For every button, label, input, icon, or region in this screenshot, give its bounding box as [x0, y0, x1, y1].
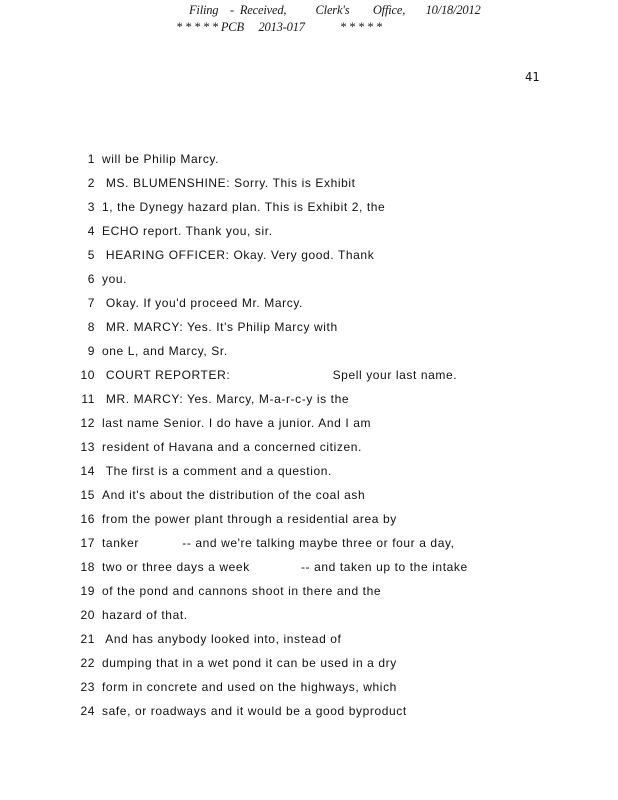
line-number: 15	[80, 488, 95, 502]
line-text: The first is a comment and a question.	[102, 464, 332, 478]
line-text: dumping that in a wet pond it can be used in a dry	[102, 656, 397, 670]
line-number: 23	[80, 680, 95, 694]
line-number: 1	[87, 152, 95, 166]
line-number: 16	[80, 512, 95, 526]
line-number: 7	[87, 296, 95, 310]
filing-stamp-line-1: Filing - Received, Clerk's Office, 10/18/2012	[189, 3, 481, 17]
transcript-line	[0, 512, 618, 532]
transcript-line	[0, 536, 618, 556]
transcript-line	[0, 368, 618, 388]
line-number: 17	[80, 536, 95, 550]
line-number: 12	[80, 416, 95, 430]
transcript-line	[0, 632, 618, 652]
line-number: 21	[80, 632, 95, 646]
line-text: last name Senior. I do have a junior. And I am	[102, 416, 372, 430]
transcript-line	[0, 560, 618, 580]
transcript-line	[0, 296, 618, 316]
line-number: 24	[80, 704, 95, 718]
line-number: 14	[80, 464, 95, 478]
transcript-line	[0, 608, 618, 628]
transcript-line	[0, 584, 618, 604]
transcript-line	[0, 248, 618, 268]
line-number: 10	[80, 368, 95, 382]
transcript-line	[0, 440, 618, 460]
line-text: Okay. If you'd proceed Mr. Marcy.	[102, 296, 303, 310]
transcript-line	[0, 152, 618, 172]
line-text: you.	[102, 272, 128, 286]
transcript-line	[0, 392, 618, 412]
transcript-line	[0, 488, 618, 508]
transcript-line	[0, 464, 618, 484]
transcript-line	[0, 344, 618, 364]
line-number: 6	[87, 272, 95, 286]
line-number: 8	[87, 320, 95, 334]
line-text: 1, the Dynegy hazard plan. This is Exhibit 2, the	[102, 200, 386, 214]
line-text: MR. MARCY: Yes. It's Philip Marcy with	[102, 320, 338, 334]
line-text: ECHO report. Thank you, sir.	[102, 224, 273, 238]
line-number: 9	[87, 344, 95, 358]
line-number: 19	[80, 584, 95, 598]
line-number: 20	[80, 608, 95, 622]
transcript-line	[0, 416, 618, 436]
line-number: 11	[81, 392, 95, 406]
transcript-line	[0, 320, 618, 340]
line-text: one L, and Marcy, Sr.	[102, 344, 228, 358]
line-text: resident of Havana and a concerned citizen.	[102, 440, 362, 454]
line-number: 13	[80, 440, 95, 454]
transcript-line	[0, 224, 618, 244]
transcript-line	[0, 704, 618, 724]
transcript-line	[0, 656, 618, 676]
line-number: 2	[87, 176, 95, 190]
line-text: from the power plant through a residential area by	[102, 512, 397, 526]
line-number: 22	[80, 656, 95, 670]
line-text: safe, or roadways and it would be a good byproduct	[102, 704, 407, 718]
line-number: 3	[87, 200, 95, 214]
line-text: will be Philip Marcy.	[102, 152, 220, 166]
transcript-line	[0, 272, 618, 292]
line-number: 4	[87, 224, 95, 238]
transcript-line	[0, 680, 618, 700]
transcript-line	[0, 200, 618, 220]
line-text: And it's about the distribution of the coal ash	[102, 488, 366, 502]
line-text: COURT REPORTER: Spell your last name.	[102, 368, 458, 382]
line-number: 18	[80, 560, 95, 574]
transcript-line	[0, 176, 618, 196]
line-text: MR. MARCY: Yes. Marcy, M-a-r-c-y is the	[102, 392, 350, 406]
page-number: 41	[525, 70, 540, 84]
line-text: two or three days a week -- and taken up to the intake	[102, 560, 468, 574]
line-text: of the pond and cannons shoot in there and the	[102, 584, 382, 598]
line-text: And has anybody looked into, instead of	[102, 632, 342, 646]
filing-stamp-line-2: * * * * * PCB 2013-017 * * * * *	[176, 20, 382, 34]
line-text: hazard of that.	[102, 608, 188, 622]
line-text: form in concrete and used on the highways, which	[102, 680, 397, 694]
line-text: HEARING OFFICER: Okay. Very good. Thank	[102, 248, 375, 262]
line-text: MS. BLUMENSHINE: Sorry. This is Exhibit	[102, 176, 356, 190]
line-number: 5	[87, 248, 95, 262]
line-text: tanker -- and we're talking maybe three or four a day,	[102, 536, 455, 550]
